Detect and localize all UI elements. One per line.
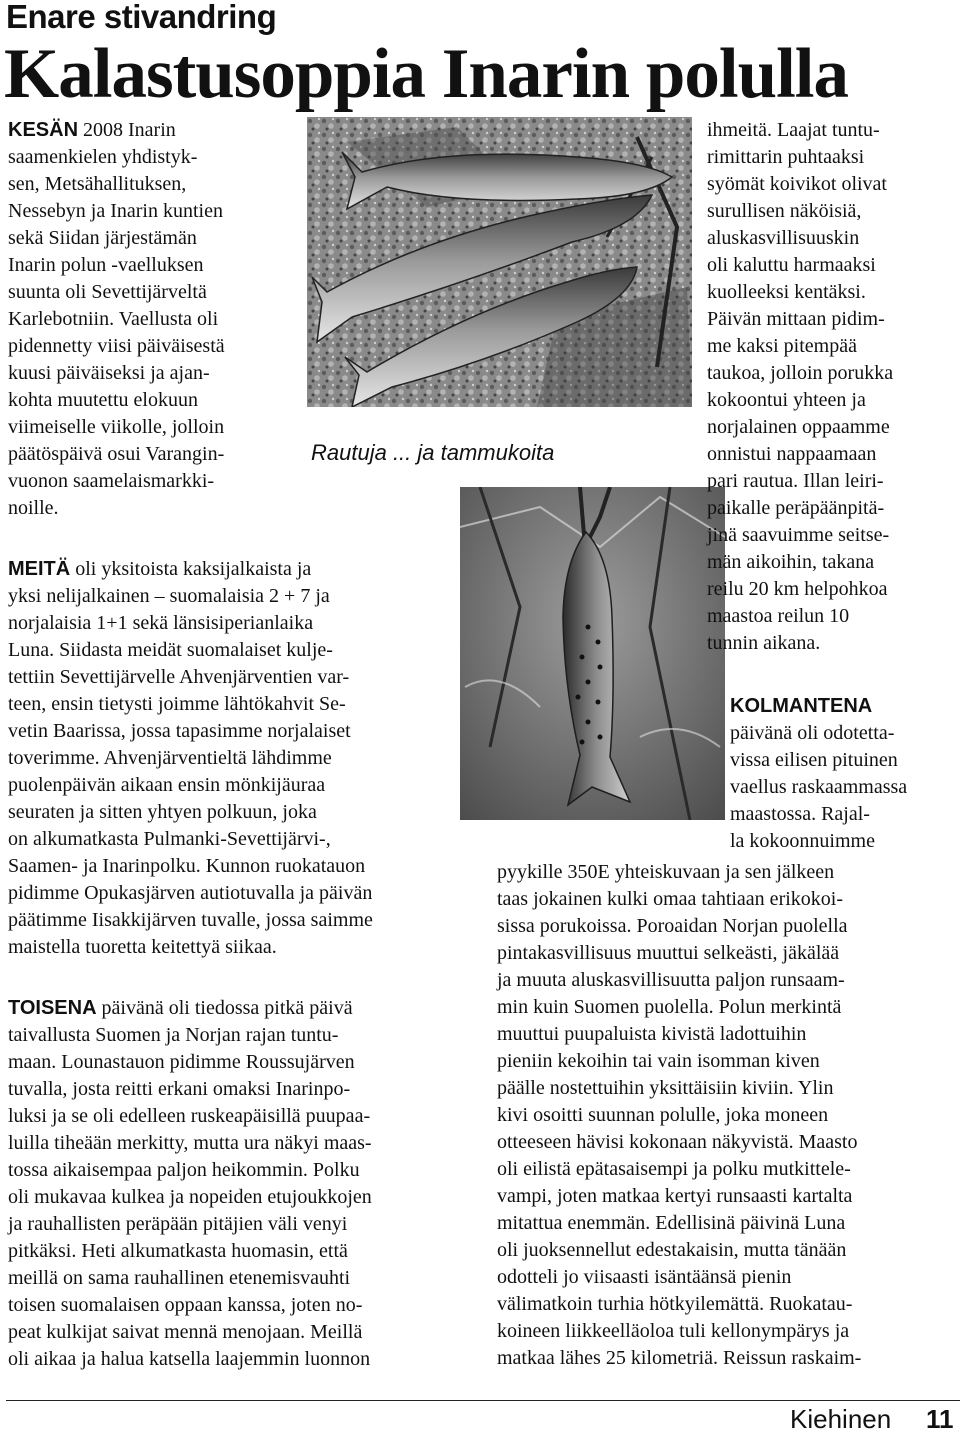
text-line: sekä Siidan järjestämän [8, 227, 197, 249]
section-kicker: Enare stivandring [6, 0, 277, 35]
text-line: Päivän mittaan pidim- [707, 308, 885, 330]
text-line: tunnin aikana. [707, 632, 821, 654]
text-line: koineen liikkeelläoloa tuli kellonympärys ja [497, 1320, 850, 1342]
text-line: me kaksi pitempää [707, 335, 857, 357]
text-line: suunta oli Sevettijärveltä [8, 281, 207, 303]
text-line: taukoa, jolloin porukka [707, 362, 894, 384]
text-line: vuonon saamelaismarkki- [8, 470, 215, 492]
paragraph-kolmantena [730, 693, 960, 855]
text-line: män aikoihin, takana [707, 551, 875, 573]
text-line: noille. [8, 497, 59, 519]
text-line-rest: 2008 Inarin [78, 119, 176, 141]
text-line: maan. Lounastauon pidimme Roussujärven [8, 1051, 355, 1073]
text-line: jinä saavuimme seitse- [707, 524, 890, 546]
text-line: päätöspäivä osui Varangin- [8, 443, 225, 465]
text-line: päätimme Iisakkijärven tuvalle, jossa saimme [8, 909, 373, 931]
text-line: saamenkielen yhdistyk- [8, 146, 198, 168]
paragraph-heading: KOLMANTENA [730, 695, 873, 717]
text-line: vetin Baarissa, jossa tapasimme norjalaiset [8, 720, 351, 742]
text-line: tossa aikaisempaa paljon heikommin. Polku [8, 1159, 360, 1181]
text-line: päivänä oli odotetta- [730, 722, 895, 744]
text-line: kuolleeksi kentäksi. [707, 281, 866, 303]
text-line: tuvalla, josta reitti erkani omaksi Inarinpo- [8, 1078, 351, 1100]
text-line: vaellus raskaammassa [730, 776, 908, 798]
text-line: sen, Metsähallituksen, [8, 173, 187, 195]
text-line [8, 117, 298, 144]
text-line: onnistui nappaamaan [707, 443, 877, 465]
paragraph-ihmeita [707, 117, 959, 657]
article-headline: Kalastusoppia Inarin polulla [4, 35, 849, 113]
text-line: oli aikaa ja halua katsella laajemmin luonnon [8, 1348, 371, 1370]
text-line: pari rautua. Illan leiri- [707, 470, 884, 492]
text-line: pidennetty viisi päiväisestä [8, 335, 225, 357]
text-line: kivi osoitti suunnan polulle, joka moneen [497, 1104, 829, 1126]
text-line: kohta muutettu elokuun [8, 389, 198, 411]
text-line: ihmeitä. Laajat tuntu- [707, 119, 880, 141]
text-line: toisen suomalaisen oppaan kanssa, joten no- [8, 1294, 363, 1316]
paragraph-lead: KESÄN [8, 119, 79, 141]
text-line: peat kulkijat saivat mennä menojaan. Meillä [8, 1321, 363, 1343]
text-line: oli mukavaa kulkea ja nopeiden etujoukkojen [8, 1186, 372, 1208]
text-line: maastoa reilun 10 [707, 605, 850, 627]
text-line: mitattua enemmän. Edellisinä päivinä Luna [497, 1212, 846, 1234]
text-line: pieniin kekoihin tai vain isomman kiven [497, 1050, 820, 1072]
text-line: oli kaluttu harmaaksi [707, 254, 876, 276]
text-line: paikalle peräpäänpitä- [707, 497, 885, 519]
text-line: puolenpäivän aikaan ensin mönkijäuraa [8, 774, 326, 796]
photo-caption: Rautuja ... ja tammukoita [311, 440, 555, 465]
text-line: Saamen- ja Inarinpolku. Kunnon ruokatauon [8, 855, 366, 877]
text-line: otteeseen hävisi kokonaan näkyvistä. Maasto [497, 1131, 858, 1153]
text-line [8, 995, 478, 1022]
text-line: toverimme. Ahvenjärventieltä lähdimme [8, 747, 332, 769]
text-line: teen, ensin tietysti joimme lähtökahvit Se- [8, 693, 346, 715]
text-line: kokoontui yhteen ja [707, 389, 866, 411]
photo-hanging-trout [460, 487, 725, 820]
text-line: meillä on sama rauhallinen etenemisvauhti [8, 1267, 351, 1289]
text-line: surullisen näköisiä, [707, 200, 862, 222]
text-line-rest: oli yksitoista kaksijalkaista ja [70, 558, 312, 580]
text-line: norjalainen oppaamme [707, 416, 890, 438]
text-line: Karlebotniin. Vaellusta oli [8, 308, 219, 330]
text-line: maastossa. Rajal- [730, 803, 870, 825]
photo-fish-on-rocks [307, 117, 692, 407]
text-line: pitkäksi. Heti alkumatkasta huomasin, että [8, 1240, 348, 1262]
text-line: Inarin polun -vaelluksen [8, 254, 204, 276]
text-line: tettiin Sevettijärvelle Ahvenjärventien var- [8, 666, 350, 688]
fish-photo-illustration [307, 117, 692, 407]
paragraph-meita [8, 556, 478, 961]
text-line: pintakasvillisuus muuttui selkeästi, jäkälää [497, 942, 840, 964]
paragraph-lead: MEITÄ [8, 558, 71, 580]
text-line: aluskasvillisuuskin [707, 227, 860, 249]
text-line: päälle nostettuihin yksittäisiin kiviin. Ylin [497, 1077, 834, 1099]
text-line: odotteli jo viisaasti isäntäänsä pienin [497, 1266, 792, 1288]
text-line: oli eilistä epätasaisempi ja polku mutkittele- [497, 1158, 851, 1180]
text-line: pyykille 350E yhteiskuvaan ja sen jälkeen [497, 861, 835, 883]
magazine-name: Kiehinen [790, 1404, 892, 1434]
text-line: taivallusta Suomen ja Norjan rajan tuntu- [8, 1024, 339, 1046]
text-line-rest: päivänä oli tiedossa pitkä päivä [96, 997, 353, 1019]
text-line: ja muuta aluskasvillisuutta paljon runsaam- [497, 969, 845, 991]
text-line: pidimme Opukasjärven autiotuvalla ja päivän [8, 882, 373, 904]
text-line: min kuin Suomen puolella. Polun merkintä [497, 996, 842, 1018]
text-line [8, 556, 478, 583]
paragraph-intro [8, 117, 298, 522]
text-line: Nessebyn ja Inarin kuntien [8, 200, 223, 222]
text-line: sissa porukoissa. Poroaidan Norjan puolella [497, 915, 848, 937]
text-line: Luna. Siidasta meidät suomalaiset kulje- [8, 639, 333, 661]
text-line: seuraten ja sitten yhtyen polkuun, joka [8, 801, 317, 823]
text-line: luksi ja se oli edelleen ruskeapäisillä puupaa- [8, 1105, 371, 1127]
trout-photo-illustration [460, 487, 725, 820]
text-line: kuusi päiväiseksi ja ajan- [8, 362, 210, 384]
text-line: taas jokainen kulki omaa tahtiaan erikokoi- [497, 888, 843, 910]
text-line: on alkumatkasta Pulmanki-Sevettijärvi-, [8, 828, 331, 850]
text-line: la kokoonnuimme [730, 830, 875, 852]
text-line: rimittarin puhtaaksi [707, 146, 865, 168]
paragraph-pyykille [497, 859, 957, 1372]
text-line: viimeiselle viikolle, jolloin [8, 416, 225, 438]
text-line: muuttui puupaluista kivistä ladottuihin [497, 1023, 807, 1045]
text-line: yksi nelijalkainen – suomalaisia 2 + 7 ja [8, 585, 330, 607]
text-line: syömät koivikot olivat [707, 173, 887, 195]
text-line: välimatkoin turhia hötkyilemättä. Ruokatau- [497, 1293, 853, 1315]
text-line: luilla tiheään merkitty, mutta ura näkyi maas- [8, 1132, 372, 1154]
text-line: vissa eilisen pituinen [730, 749, 898, 771]
text-line: vampi, joten matkaa kertyi runsaasti kartalta [497, 1185, 853, 1207]
text-line: ja rauhallisten peräpään pitäjien väli venyi [8, 1213, 348, 1235]
text-line: reilu 20 km helpohkoa [707, 578, 888, 600]
page-number: 11 [926, 1404, 954, 1434]
text-line: matkaa lähes 25 kilometriä. Reissun raskaim- [497, 1347, 862, 1369]
text-line: maistella tuoretta keitettyä siikaa. [8, 936, 277, 958]
paragraph-toisena [8, 995, 478, 1373]
text-line: norjalaisia 1+1 sekä länsisiperianlaika [8, 612, 314, 634]
footer-rule [6, 1400, 960, 1401]
text-line: oli juoksennellut edestakaisin, mutta tänään [497, 1239, 847, 1261]
paragraph-lead: TOISENA [8, 997, 97, 1019]
